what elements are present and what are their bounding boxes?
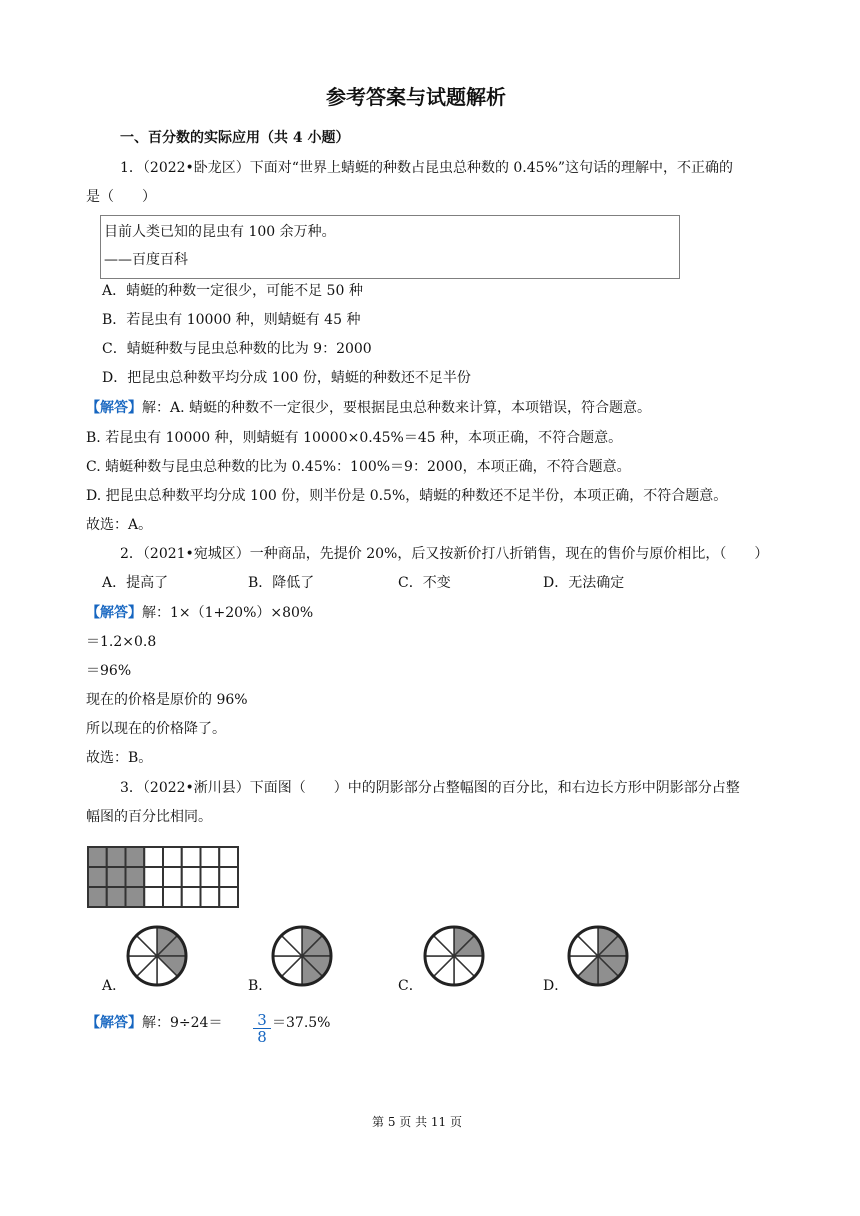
- q2-answer-choice: 故选：B。: [86, 750, 153, 766]
- grid-cell-shaded: [88, 847, 107, 867]
- q1-option-d: D．把昆虫总种数平均分成 100 份，蜻蜓的种数还不足半份: [102, 370, 471, 386]
- q3-option-b-label: B．: [248, 978, 273, 994]
- q2-answer-line2: ＝1.2×0.8: [86, 634, 157, 650]
- q1-option-c: C．蜻蜓种数与昆虫总种数的比为 9：2000: [102, 341, 372, 357]
- q1-option-b: B．若昆虫有 10000 种，则蜻蜓有 45 种: [102, 312, 361, 328]
- grid-cell: [201, 887, 220, 907]
- grid-cell-shaded: [107, 887, 126, 907]
- pie-option-b: [271, 925, 333, 987]
- q3-answer-line1: [86, 1013, 222, 1033]
- pie-option-c: [423, 925, 485, 987]
- q1-answer-line4: D. 把昆虫总种数平均分成 100 份，则半份是 0.5%，蜻蜓的种数还不足半份，本项正确，不符合题意。: [86, 488, 728, 504]
- q1-quote-source: ——百度百科: [104, 252, 188, 268]
- grid-cell: [219, 847, 238, 867]
- grid-cell: [144, 847, 163, 867]
- pie-option-d: [567, 925, 629, 987]
- grid-cell: [219, 867, 238, 887]
- fraction-denominator: 8: [257, 1028, 267, 1046]
- answer-tag: 【解答】: [86, 400, 142, 416]
- grid-cell: [201, 847, 220, 867]
- q3-stem-line1: 3．（2022•淅川县）下面图（ ）中的阴影部分占整幅图的百分比，和右边长方形中阴影部分占整: [120, 780, 740, 796]
- q1-answer-line2: B. 若昆虫有 10000 种，则蜻蜓有 10000×0.45%＝45 种，本项正确，不符合题意。: [86, 430, 623, 446]
- grid-cell-shaded: [126, 847, 145, 867]
- q2-answer-line1: [86, 603, 313, 623]
- grid-cell: [182, 847, 201, 867]
- answer-tag: 【解答】: [86, 1015, 142, 1031]
- q2-answer-line4: 现在的价格是原价的 96%: [86, 692, 248, 708]
- grid-cell: [144, 867, 163, 887]
- q1-quote-line1: 目前人类已知的昆虫有 100 余万种。: [104, 224, 336, 240]
- q2-stem: 2．（2021•宛城区）一种商品，先提价 20%，后又按新价打八折销售，现在的售价与原价相比，（ ）: [120, 546, 769, 562]
- grid-cell: [163, 847, 182, 867]
- q2-answer-line3: ＝96%: [86, 663, 132, 679]
- q2-option-d: D．无法确定: [543, 575, 625, 591]
- q3-answer-suffix: ＝37.5%: [272, 1015, 331, 1031]
- q2-option-c: C．不变: [398, 575, 451, 591]
- grid-cell: [163, 867, 182, 887]
- grid-cell: [144, 887, 163, 907]
- grid-cell-shaded: [88, 887, 107, 907]
- grid-cell-shaded: [107, 847, 126, 867]
- grid-cell: [163, 887, 182, 907]
- q1-answer-line3: C. 蜻蜓种数与昆虫总种数的比为 0.45%：100%＝9：2000，本项正确，不符合题意。: [86, 459, 631, 475]
- fraction-numerator: 3: [257, 1011, 267, 1029]
- q1-answer-choice: 故选：A。: [86, 517, 153, 533]
- page-title: 参考答案与试题解析: [326, 85, 506, 109]
- q1-answer-text: 解：A. 蜻蜓的种数不一定很少，要根据昆虫总种数来计算，本项错误，符合题意。: [142, 400, 652, 416]
- pie-option-a: [126, 925, 188, 987]
- q1-option-a: A．蜻蜓的种数一定很少，可能不足 50 种: [102, 283, 363, 299]
- section-heading: 一、百分数的实际应用（共 4 小题）: [120, 130, 350, 146]
- q1-stem-line2: 是（ ）: [86, 189, 156, 205]
- grid-cell: [201, 867, 220, 887]
- grid-cell-shaded: [126, 887, 145, 907]
- q1-answer-line1: [86, 398, 651, 418]
- grid-cell: [219, 887, 238, 907]
- answer-tag: 【解答】: [86, 605, 142, 621]
- q2-answer-text: 解：1×（1+20%）×80%: [142, 605, 314, 621]
- q1-quote-box: [100, 215, 680, 279]
- q2-option-a: A．提高了: [102, 575, 169, 591]
- q3-stem-line2: 幅图的百分比相同。: [86, 809, 212, 825]
- q3-option-d-label: D．: [543, 978, 569, 994]
- page-footer: 第 5 页 共 11 页: [372, 1115, 462, 1129]
- grid-cell: [182, 867, 201, 887]
- q3-answer-prefix: 解：9÷24＝: [142, 1015, 223, 1031]
- q2-option-b: B．降低了: [248, 575, 315, 591]
- answer-fraction: [253, 1012, 271, 1045]
- grid-cell: [182, 887, 201, 907]
- q3-grid-figure: [86, 845, 240, 909]
- q1-stem-line1: 1．（2022•卧龙区）下面对“世界上蜻蜓的种数占昆虫总种数的 0.45%”这句话的理解中，不正确的: [120, 160, 734, 176]
- grid-cell-shaded: [88, 867, 107, 887]
- q3-option-c-label: C．: [398, 978, 423, 994]
- q3-option-a-label: A．: [102, 978, 127, 994]
- grid-cell-shaded: [126, 867, 145, 887]
- q2-answer-line5: 所以现在的价格降了。: [86, 721, 226, 737]
- grid-cell-shaded: [107, 867, 126, 887]
